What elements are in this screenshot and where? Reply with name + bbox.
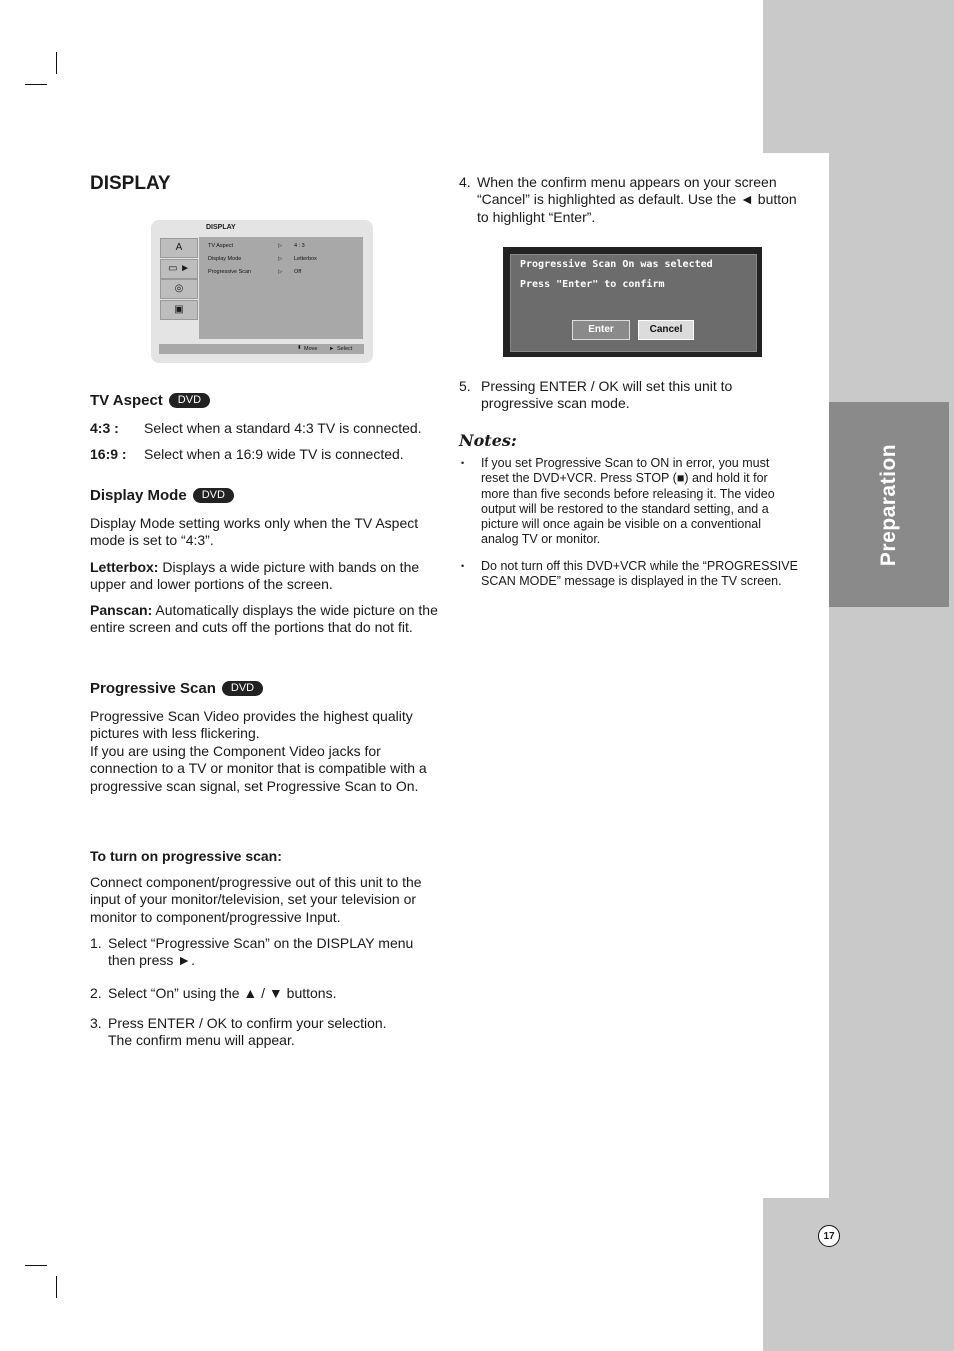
- step-text: When the confirm menu appears on your screen “Cancel” is highlighted as default. Use the ◄ button to highlight “Enter”.: [477, 174, 797, 225]
- menu-row-value: Letterbox: [294, 256, 317, 262]
- bullet-icon: •: [461, 561, 465, 571]
- note-item: If you set Progressive Scan to ON in error, you must reset the DVD+VCR. Press STOP (■) and hold it for more than five seconds before releasing it. The video output will be restored to the standard setting, and a picture will once again be visible on a conventional analog TV or monitor.: [481, 456, 775, 547]
- step-text: Select “On” using the ▲ / ▼ buttons.: [108, 985, 337, 1001]
- section-tab-label: Preparation: [877, 443, 901, 566]
- crop-mark: [56, 1276, 57, 1298]
- page-title: DISPLAY: [90, 173, 171, 194]
- side-strip-top: [763, 0, 954, 153]
- progressive-scan-heading: [90, 680, 263, 697]
- note-item: Do not turn off this DVD+VCR while the “PROGRESSIVE SCAN MODE” message is displayed in the TV screen.: [481, 559, 798, 589]
- heading-text: Display Mode: [90, 487, 187, 504]
- menu-title: DISPLAY: [206, 224, 236, 231]
- tv-aspect-heading: [90, 392, 210, 409]
- step-number: 2.: [90, 985, 102, 1001]
- option-key: 16:9 :: [90, 446, 127, 462]
- heading-text: TV Aspect: [90, 392, 163, 409]
- panscan-term: Panscan:: [90, 602, 153, 618]
- bullet-icon: •: [461, 458, 465, 468]
- howto-heading: To turn on progressive scan:: [90, 848, 282, 864]
- audio-icon: ◎: [160, 279, 198, 299]
- arrow-icon: ▷: [278, 269, 283, 275]
- howto-intro: Connect component/progressive out of this unit to the input of your monitor/television, set your television or monitor to component/progressive Input.: [90, 874, 422, 925]
- option-key: 4:3 :: [90, 420, 119, 436]
- dvd-badge: DVD: [193, 488, 234, 503]
- option-desc: Select when a standard 4:3 TV is connected.: [144, 420, 422, 436]
- crop-mark: [25, 1265, 47, 1266]
- side-strip-bottom: [763, 1198, 954, 1351]
- side-strip: [829, 153, 954, 1198]
- display-mode-heading: [90, 487, 234, 504]
- step-number: 3.: [90, 1015, 102, 1031]
- menu-panel: [199, 237, 363, 339]
- confirm-line-2: Press "Enter" to confirm: [520, 279, 665, 290]
- step-number: 4.: [459, 174, 471, 190]
- dvd-badge: DVD: [169, 393, 210, 408]
- right-arrow-icon: ►: [329, 346, 335, 352]
- letterbox-term: Letterbox:: [90, 559, 159, 575]
- display-icon: ▭ ►: [160, 259, 198, 279]
- arrow-icon: ▷: [278, 243, 283, 249]
- letterbox-desc: Displays a wide picture with bands on the upper and lower portions of the screen.: [90, 559, 420, 593]
- lock-icon: ▣: [160, 300, 198, 320]
- step-number: 5.: [459, 378, 471, 394]
- panscan-desc: Automatically displays the wide picture on the entire screen and cuts off the portions that do not fit.: [90, 602, 438, 636]
- confirm-line-1: Progressive Scan On was selected: [520, 259, 713, 270]
- dvd-badge: DVD: [222, 681, 263, 696]
- letterbox-paragraph: [90, 559, 438, 594]
- menu-row-label: TV Aspect: [208, 243, 234, 249]
- arrow-icon: ▷: [278, 256, 283, 262]
- crop-mark: [56, 52, 57, 74]
- menu-row-value: 4 : 3: [294, 243, 305, 249]
- panscan-paragraph: [90, 602, 438, 637]
- menu-row-label: Progressive Scan: [208, 269, 252, 275]
- enter-button: Enter: [572, 320, 630, 340]
- progressive-para-1: Progressive Scan Video provides the highest quality pictures with less flickering.: [90, 708, 413, 742]
- crop-mark: [25, 84, 47, 85]
- step-text: Press ENTER / OK to confirm your selection. The confirm menu will appear.: [108, 1015, 387, 1049]
- step-number: 1.: [90, 935, 102, 951]
- notes-title: Notes:: [459, 431, 517, 450]
- cancel-button: Cancel: [638, 320, 694, 340]
- footer-move: Move: [304, 346, 318, 352]
- step-text: Select “Progressive Scan” on the DISPLAY menu then press ►.: [108, 935, 414, 969]
- option-desc: Select when a 16:9 wide TV is connected.: [144, 446, 404, 462]
- language-icon: A: [160, 238, 198, 258]
- heading-text: Progressive Scan: [90, 680, 216, 697]
- progressive-para-2: If you are using the Component Video jacks for connection to a TV or monitor that is compatible with a progressive scan signal, set Progressive Scan to On.: [90, 743, 427, 794]
- menu-row-label: Display Mode: [208, 256, 242, 262]
- updown-icon: ⬍: [297, 345, 302, 351]
- menu-row-value: Off: [294, 269, 302, 275]
- page-number: 17: [818, 1225, 840, 1247]
- step-text: Pressing ENTER / OK will set this unit to progressive scan mode.: [481, 378, 733, 412]
- display-mode-intro: Display Mode setting works only when the TV Aspect mode is set to “4:3”.: [90, 515, 419, 549]
- footer-select: Select: [337, 346, 353, 352]
